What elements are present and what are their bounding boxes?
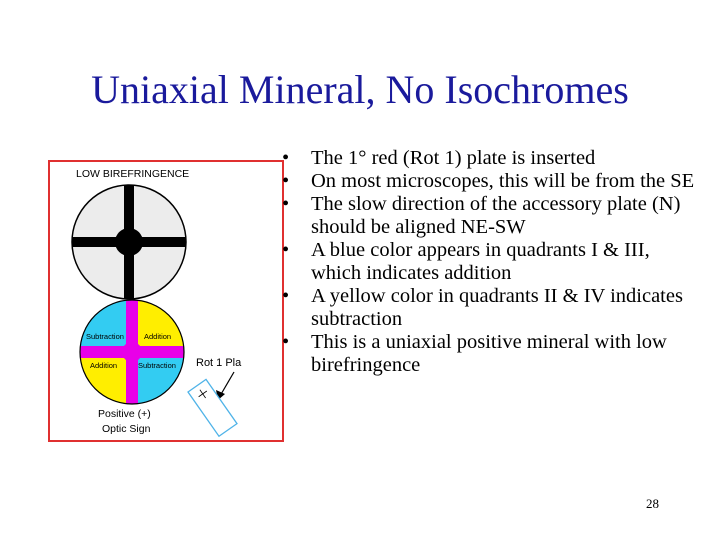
bullet-text: A blue color appears in quadrants I & III, which indicates addition <box>311 239 650 284</box>
conoscopic-figure <box>48 160 284 442</box>
bullet-item <box>278 170 698 193</box>
bullet-item <box>278 331 698 377</box>
slide-title: Uniaxial Mineral, No Isochromes <box>91 67 629 112</box>
bullet-symbol: • <box>282 285 290 307</box>
bullet-item <box>278 239 698 285</box>
plate-label: Rot 1 Pla <box>196 357 242 369</box>
bullet-symbol: • <box>282 239 290 261</box>
quadrant-bottom-right-label: Subtraction <box>138 361 176 370</box>
page-number: 28 <box>646 496 659 511</box>
bullet-symbol: • <box>282 193 290 215</box>
bullet-symbol: • <box>282 170 290 192</box>
figure-header: LOW BIREFRINGENCE <box>76 168 190 180</box>
isogyre-figure <box>72 185 186 299</box>
bullet-text: This is a uniaxial positive mineral with low birefringence <box>311 331 667 376</box>
quadrant-top-left-label: Subtraction <box>86 332 124 341</box>
bullet-text: A yellow color in quadrants II & IV indicates subtraction <box>311 285 683 330</box>
bullet-text: The 1° red (Rot 1) plate is inserted <box>311 147 596 169</box>
bullet-symbol: • <box>282 331 290 353</box>
bullet-list <box>278 147 698 377</box>
caption-optic-sign-line2: Optic Sign <box>102 423 151 435</box>
bullet-symbol: • <box>282 147 290 169</box>
bullet-item <box>278 193 698 239</box>
quadrant-bottom-left-label: Addition <box>90 361 118 370</box>
bullet-text: The slow direction of the accessory plate (N) should be aligned NE-SW <box>311 193 681 238</box>
bullet-item <box>278 285 698 331</box>
quadrant-top-right-label: Addition <box>144 332 172 341</box>
bullet-item <box>278 147 698 170</box>
caption-optic-sign-line1: Positive (+) <box>98 408 151 420</box>
bullet-text: On most microscopes, this will be from the SE <box>311 170 695 192</box>
